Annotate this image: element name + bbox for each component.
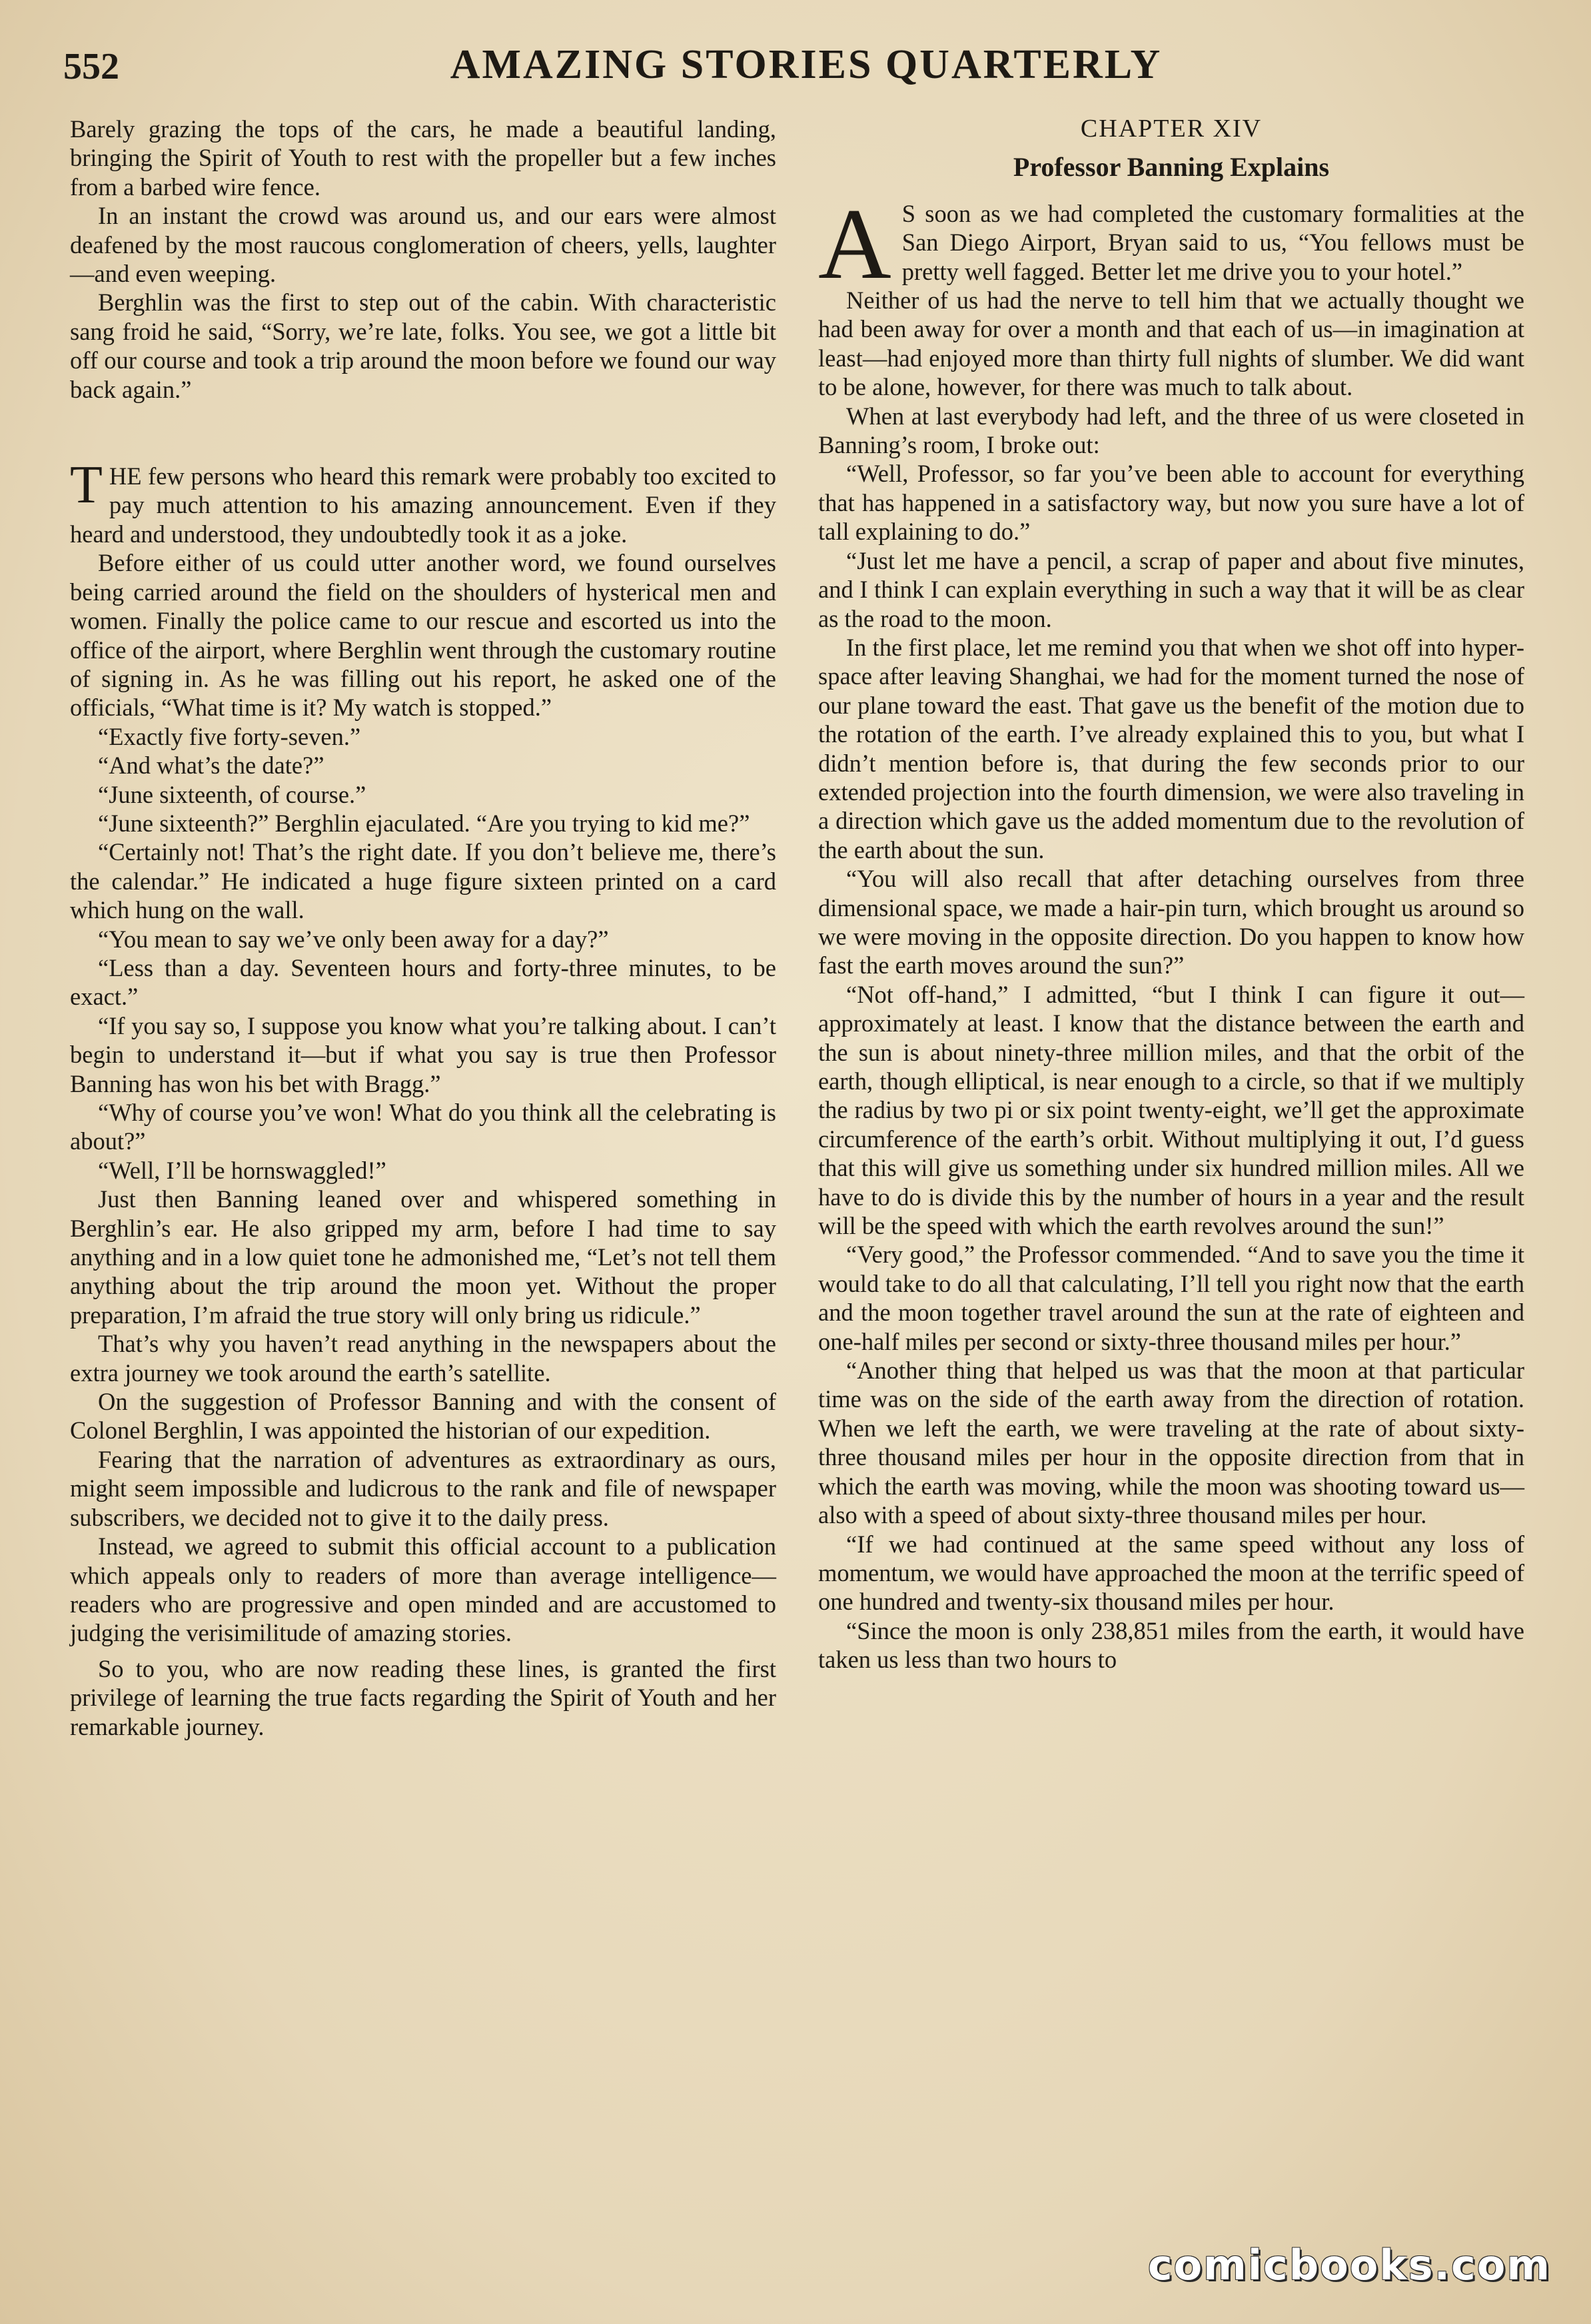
paragraph: “Since the moon is only 238,851 miles from the earth, it would have taken us less than two hours to xyxy=(818,1616,1524,1674)
paragraph: Neither of us had the nerve to tell him that we actually thought we had been away for over a month and that each of us—in imagination at least—had enjoyed more than thirty full nights of slumber. We did want to be alone, however, for there was much to talk about. xyxy=(818,287,1524,401)
left-column xyxy=(70,115,776,1741)
paragraph-text: S soon as we had completed the customary formalities at the San Diego Airport, Bryan said to us, “You fellows must be pretty well fagged. Better let me drive you to your hotel.” xyxy=(901,199,1524,285)
paragraph: “Very good,” the Professor commended. “And to save you the time it would take to do all that calculating, I’ll tell you right now that the earth and the moon together travel around the sun at the rate of eighteen and one-half miles per second or sixty-three thousand miles per hour.” xyxy=(818,1241,1524,1355)
paragraph: “If we had continued at the same speed without any loss of momentum, we would have approached the moon at the terrific speed of one hundred and twenty-six thousand miles per hour. xyxy=(818,1530,1524,1616)
paragraph: When at last everybody had left, and the three of us were closeted in Banning’s room, I broke out: xyxy=(818,402,1524,459)
page-header xyxy=(63,41,1549,95)
paragraph: “You will also recall that after detaching ourselves from three dimensional space, we made a hair-pin turn, which brought us around so we were moving in the opposite direction. Do you happen to know how fast the earth moves around the sun?” xyxy=(818,865,1524,979)
paragraph: On the suggestion of Professor Banning and with the consent of Colonel Berghlin, I was appointed the historian of our expedition. xyxy=(70,1388,776,1445)
paragraph: “Certainly not! That’s the right date. If you don’t believe me, there’s the calendar.” He indicated a huge figure sixteen printed on a card which hung on the wall. xyxy=(70,838,776,924)
paragraph: “Exactly five forty-seven.” xyxy=(98,722,361,750)
paragraph: “Well, I’ll be hornswaggled!” xyxy=(98,1156,386,1184)
paragraph: Before either of us could utter another word, we found ourselves being carried around the field on the shoulders of hysterical men and women. Finally the police came to our rescue and escorted us into the office of the airport, where Berghlin went through the customary routine of signing in. As he was filling out his report, he asked one of the officials, “What time is it? My watch is stopped.” xyxy=(70,549,776,722)
paragraph: In an instant the crowd was around us, and our ears were almost deafened by the most raucous conglomeration of cheers, yells, laughter—and even weeping. xyxy=(70,202,776,288)
chapter-number: CHAPTER XIV xyxy=(1080,115,1263,143)
paragraph: “Just let me have a pencil, a scrap of paper and about five minutes, and I think I can explain everything in such a way that it will be as clear as the road to the moon. xyxy=(818,546,1524,632)
page-number: 552 xyxy=(63,46,119,87)
paragraph: “Well, Professor, so far you’ve been able to account for everything that has happened in a satisfactory way, but now you sure have a lot of tall explaining to do.” xyxy=(818,460,1524,546)
paragraph: “Less than a day. Seventeen hours and forty-three minutes, to be exact.” xyxy=(70,953,776,1011)
chapter-title: Professor Banning Explains xyxy=(1013,152,1330,183)
section-opening-paragraph xyxy=(70,456,776,548)
paragraph: “Not off-hand,” I admitted, “but I think I can figure it out—approximately at least. I know that the distance between the earth and the sun is about ninety-three million miles, and that the orbit of the earth, though elliptical, is near enough to a circle, so that if we multiply the radius by two pi or six point twenty-eight, we’ll get the approximate circumference of the earth’s orbit. Without multiplying it out, I’d guess that this will give us something under six hundred million miles. All we have to do is divide this by the number of hours in a year and the result will be the speed with which the earth revolves around the sun!” xyxy=(818,980,1524,1240)
paragraph: Barely grazing the tops of the cars, he made a beautiful landing, bringing the Spirit of Youth to rest with the propeller but a few inches from a barbed wire fence. xyxy=(70,115,776,201)
paragraph: “If you say so, I suppose you know what you’re talking about. I can’t begin to understand it—but if what you say is true then Professor Banning has won his bet with Bragg.” xyxy=(70,1011,776,1097)
paragraph: “June sixteenth?” Berghlin ejaculated. “Are you trying to kid me?” xyxy=(98,809,750,837)
paragraph: “Another thing that helped us was that the moon at that particular time was on the side of the earth away from the direction of rotation. When we left the earth, we were traveling at the rate of about sixty-three thousand miles per hour in the opposite direction from that in which the earth was moving, while the moon was shooting toward us—also with a speed of about sixty-three thousand miles per hour. xyxy=(818,1357,1524,1529)
paragraph: “You mean to say we’ve only been away for a day?” xyxy=(98,925,609,953)
paragraph: Fearing that the narration of adventures as extraordinary as ours, might seem impossible and ludicrous to the rank and file of newspaper subscribers, we decided not to give it to the daily press. xyxy=(70,1445,776,1531)
drop-cap: T xyxy=(70,456,103,515)
paragraph: “And what’s the date?” xyxy=(98,752,324,780)
paragraph: Berghlin was the first to step out of the cabin. With characteristic sang froid he said, “Sorry, we’re late, folks. You see, we got a little bit off our course and took a trip around the moon before we found our way back again.” xyxy=(70,289,776,403)
paragraph: In the first place, let me remind you that when we shot off into hyper-space after leaving Shanghai, we had for the moment turned the nose of our plane toward the east. That gave us the benefit of the motion due to the rotation of the earth. I’ve already explained this to you, but what I didn’t mention before is, that during the few seconds prior to our extended projection into the fourth dimension, we were also traveling in a direction which gave us the added momentum due to the revolution of the earth about the sun. xyxy=(818,633,1524,864)
running-title: AMAZING STORIES QUARTERLY xyxy=(450,42,1163,87)
right-column xyxy=(818,115,1524,1674)
paragraph: Instead, we agreed to submit this official account to a publication which appeals only to readers of more than average intelligence—readers who are progressive and open minded and are accustomed to judging the verisimilitude of amazing stories. xyxy=(70,1532,776,1647)
chapter-opening-paragraph xyxy=(818,187,1524,300)
paragraph-text: HE few persons who heard this remark were probably too excited to pay much attention to his amazing announcement. Even if they heard and understood, they undoubtedly took it as a joke. xyxy=(70,462,776,548)
paragraph: “Why of course you’ve won! What do you think all the celebrating is about?” xyxy=(70,1099,776,1155)
site-watermark: comicbooks.com xyxy=(1147,2241,1551,2289)
drop-cap: A xyxy=(818,187,891,300)
paragraph: That’s why you haven’t read anything in the newspapers about the extra journey we took around the earth’s satellite. xyxy=(70,1330,776,1387)
paragraph: Just then Banning leaned over and whispered something in Berghlin’s ear. He also gripped my arm, before I had time to say anything and in a low quiet tone he admonished me, “Let’s not tell them anything about the trip around the moon yet. Without the proper preparation, I’m afraid the true story will only bring us ridicule.” xyxy=(70,1185,776,1329)
paragraph: “June sixteenth, of course.” xyxy=(98,780,366,808)
paragraph: So to you, who are now reading these lines, is granted the first privilege of learning the true facts regarding the Spirit of Youth and her remarkable journey. xyxy=(70,1654,776,1740)
